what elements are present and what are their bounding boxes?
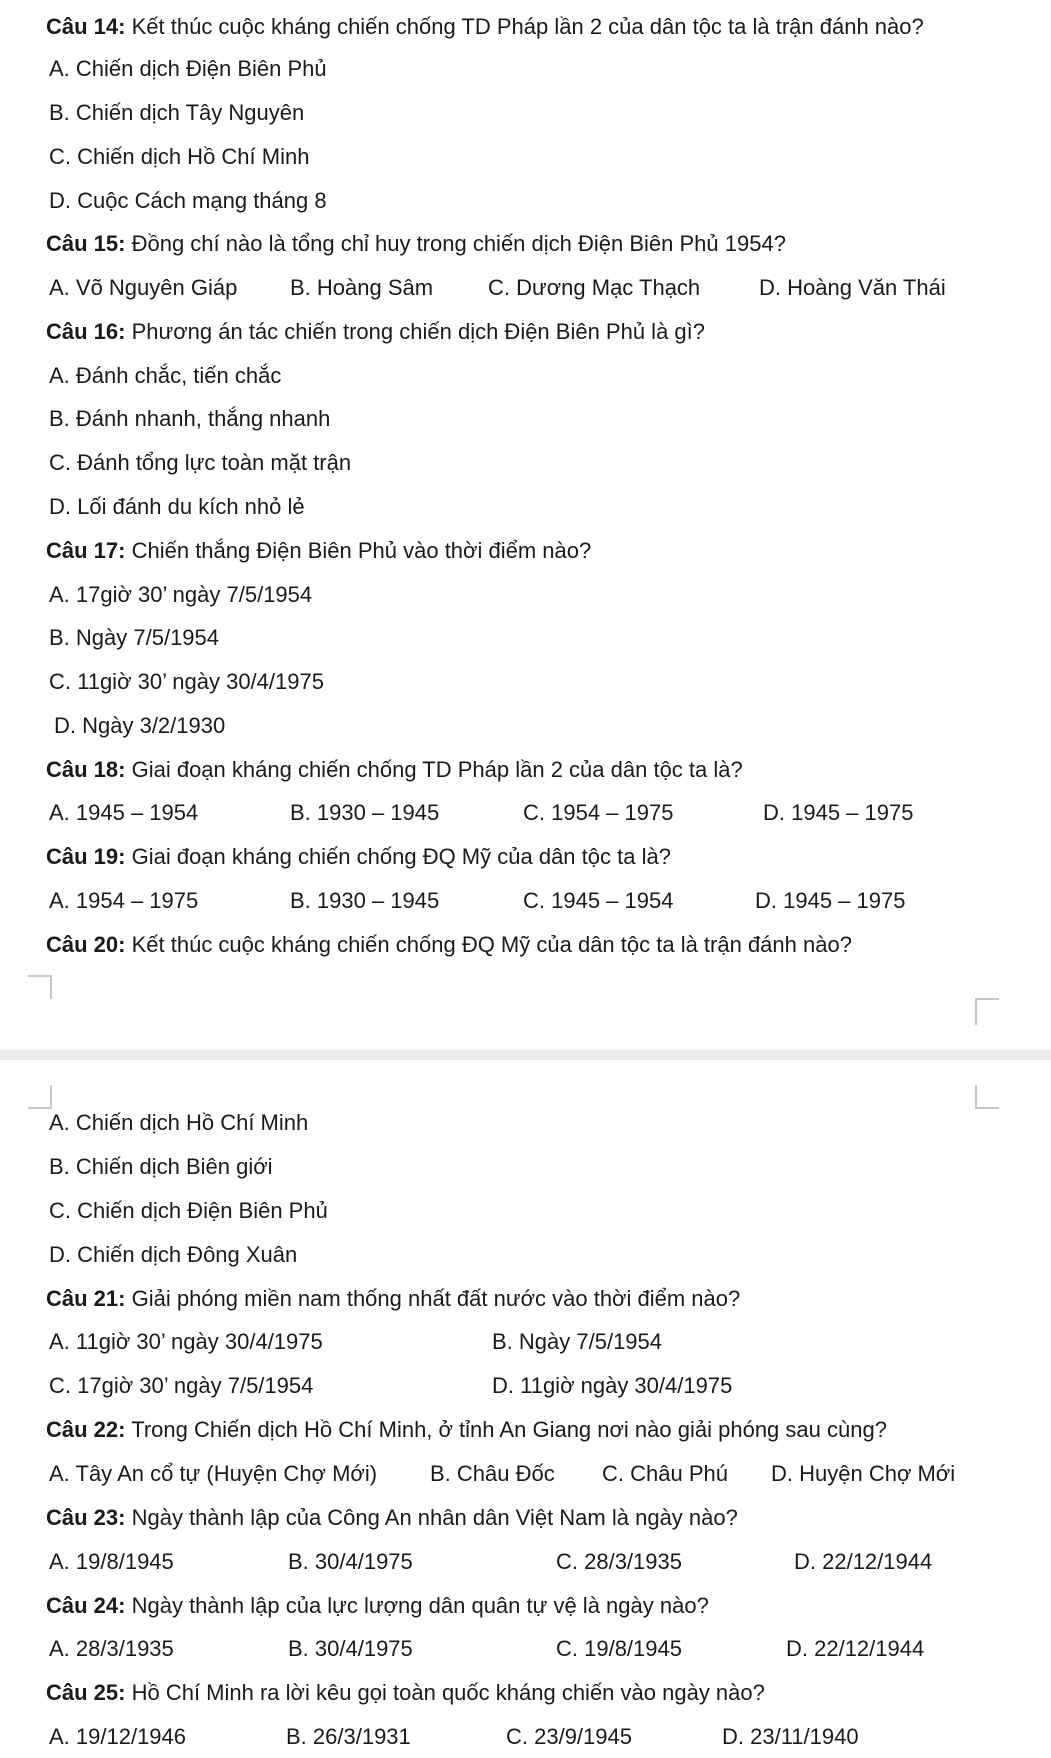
question-text: Ngày thành lập của Công An nhân dân Việt Nam là ngày nào? [125,1505,738,1530]
answer-b: B. 30/4/1975 [288,1549,413,1574]
answer-c: C. 11giờ 30’ ngày 30/4/1975 [49,669,324,694]
question-16 [46,319,705,345]
answer-c: C. 1945 – 1954 [523,888,674,913]
answer-a: A. Tây An cổ tự (Huyện Chợ Mới) [49,1461,378,1486]
answer-c: C. 17giờ 30’ ngày 7/5/1954 [49,1373,314,1398]
question-text: Hồ Chí Minh ra lời kêu gọi toàn quốc kháng chiến vào ngày nào? [125,1680,765,1705]
answer-b: B. Ngày 7/5/1954 [492,1329,663,1354]
question-15 [46,231,786,257]
question-number: Câu 25: [46,1680,126,1705]
question-number: Câu 23: [46,1505,126,1530]
answer-d: D. Ngày 3/2/1930 [54,713,226,738]
answer-a: A. 28/3/1935 [49,1636,174,1661]
answer-c: C. 23/9/1945 [506,1724,632,1749]
question-text: Ngày thành lập của lực lượng dân quân tự vệ là ngày nào? [125,1593,709,1618]
question-number: Câu 22: [46,1417,126,1442]
question-18 [46,757,743,783]
answer-a: A. 19/12/1946 [49,1724,187,1749]
answer-b: B. Đánh nhanh, thắng nhanh [49,406,331,431]
answer-b: B. Chiến dịch Tây Nguyên [49,100,305,125]
question-text: Giai đoạn kháng chiến chống ĐQ Mỹ của dân tộc ta là? [125,844,671,869]
answer-b: B. Hoàng Sâm [290,275,434,300]
answer-a: A. Đánh chắc, tiến chắc [49,363,282,388]
answer-a: A. 11giờ 30’ ngày 30/4/1975 [49,1329,323,1354]
answer-b: B. 26/3/1931 [286,1724,411,1749]
question-text: Kết thúc cuộc kháng chiến chống TD Pháp lần 2 của dân tộc ta là trận đánh nào? [125,14,924,39]
answer-a: A. 1954 – 1975 [49,888,199,913]
question-23 [46,1505,738,1531]
answer-c: C. 19/8/1945 [556,1636,682,1661]
question-text: Giai đoạn kháng chiến chống TD Pháp lần 2 của dân tộc ta là? [125,757,743,782]
question-22 [46,1417,887,1443]
answer-d: D. 11giờ ngày 30/4/1975 [492,1373,733,1398]
page-separator [0,1050,1051,1060]
crop-mark [28,1085,52,1109]
question-25 [46,1680,765,1706]
crop-mark [975,1085,999,1109]
question-number: Câu 14: [46,14,126,39]
question-number: Câu 24: [46,1593,126,1618]
answer-d: D. 22/12/1944 [794,1549,933,1574]
answer-b: B. 1930 – 1945 [290,888,440,913]
answer-a: A. 17giờ 30’ ngày 7/5/1954 [49,582,313,607]
question-19 [46,844,671,870]
question-text: Trong Chiến dịch Hồ Chí Minh, ở tỉnh An Giang nơi nào giải phóng sau cùng? [125,1417,887,1442]
answer-b: B. Ngày 7/5/1954 [49,625,220,650]
question-24 [46,1593,709,1619]
answer-a: A. Võ Nguyên Giáp [49,275,238,300]
question-17 [46,538,591,564]
answer-d: D. 1945 – 1975 [755,888,906,913]
question-text: Kết thúc cuộc kháng chiến chống ĐQ Mỹ của dân tộc ta là trận đánh nào? [125,932,852,957]
question-number: Câu 19: [46,844,126,869]
answer-a: A. Chiến dịch Hồ Chí Minh [49,1110,309,1135]
question-number: Câu 16: [46,319,126,344]
answer-a: A. 1945 – 1954 [49,800,199,825]
answer-c: C. Châu Phú [602,1461,728,1486]
answer-c: C. 28/3/1935 [556,1549,682,1574]
answer-d: D. Lối đánh du kích nhỏ lẻ [49,494,305,519]
question-number: Câu 20: [46,932,126,957]
answer-b: B. 30/4/1975 [288,1636,413,1661]
answer-d: D. 23/11/1940 [722,1724,859,1749]
answer-b: B. 1930 – 1945 [290,800,440,825]
answer-c: C. Đánh tổng lực toàn mặt trận [49,450,352,475]
answer-c: C. 1954 – 1975 [523,800,674,825]
answer-d: D. Huyện Chợ Mới [771,1461,956,1486]
answer-d: D. 1945 – 1975 [763,800,914,825]
answer-b: B. Châu Đốc [430,1461,555,1486]
question-text: Giải phóng miền nam thống nhất đất nước vào thời điểm nào? [125,1286,741,1311]
crop-mark [975,998,999,1025]
question-20 [46,932,852,958]
answer-a: A. Chiến dịch Điện Biên Phủ [49,56,327,81]
answer-d: D. 22/12/1944 [786,1636,925,1661]
question-number: Câu 21: [46,1286,126,1311]
answer-a: A. 19/8/1945 [49,1549,174,1574]
question-number: Câu 18: [46,757,126,782]
question-text: Phương án tác chiến trong chiến dịch Điện Biên Phủ là gì? [125,319,706,344]
answer-c: C. Chiến dịch Điện Biên Phủ [49,1198,328,1223]
answer-d: D. Hoàng Văn Thái [759,275,946,300]
answer-c: C. Dương Mạc Thạch [488,275,701,300]
crop-mark [28,975,52,999]
answer-d: D. Cuộc Cách mạng tháng 8 [49,188,327,213]
question-text: Chiến thắng Điện Biên Phủ vào thời điểm nào? [125,538,592,563]
question-text: Đồng chí nào là tổng chỉ huy trong chiến dịch Điện Biên Phủ 1954? [125,231,786,256]
answer-b: B. Chiến dịch Biên giới [49,1154,273,1179]
answer-c: C. Chiến dịch Hồ Chí Minh [49,144,310,169]
answer-d: D. Chiến dịch Đông Xuân [49,1242,298,1267]
question-number: Câu 15: [46,231,126,256]
question-14 [46,14,924,40]
question-number: Câu 17: [46,538,126,563]
question-21 [46,1286,740,1312]
